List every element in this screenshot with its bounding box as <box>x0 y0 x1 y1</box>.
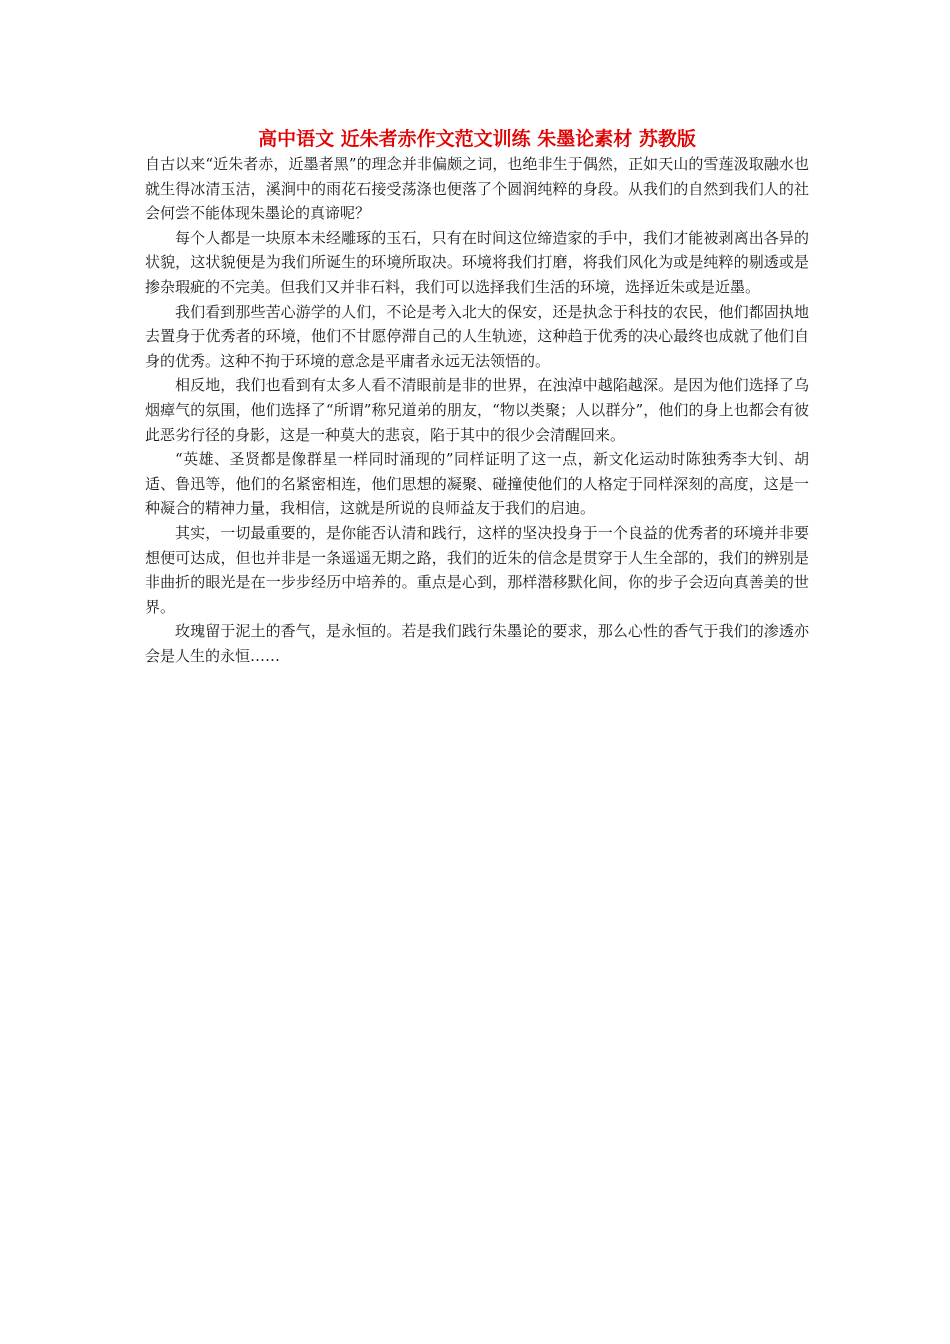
paragraph-1: 自古以来“近朱者赤，近墨者黑”的理念并非偏颇之词，也绝非生于偶然，正如天山的雪莲汲取融水也就生得冰清玉洁，溪涧中的雨花石接受荡涤也便落了个圆润纯粹的身段。从我们的自然到我们人的社会何尝不能体现朱墨论的真谛呢？ <box>145 155 809 223</box>
paragraph-4: 相反地，我们也看到有太多人看不清眼前是非的世界，在浊淖中越陷越深。是因为他们选择了乌烟瘴气的氛围，他们选择了“所谓”称兄道弟的朋友，“物以类聚；人以群分”，他们的身上也都会有彼此恶劣行径的身影，这是一种莫大的悲哀，陷于其中的很少会清醒回来。 <box>145 376 809 444</box>
paragraph-3: 我们看到那些苦心游学的人们，不论是考入北大的保安，还是执念于科技的农民，他们都固执地去置身于优秀者的环境，他们不甘愿停滞自己的人生轨迹，这种趋于优秀的决心最终也成就了他们自身的优秀。这种不拘于环境的意念是平庸者永远无法领悟的。 <box>145 302 809 370</box>
document-title: 高中语文 近朱者赤作文范文训练 朱墨论素材 苏教版 <box>258 128 696 150</box>
paragraph-6: 其实，一切最重要的，是你能否认清和践行，这样的坚决投身于一个良益的优秀者的环境并非要想便可达成，但也并非是一条遥遥无期之路，我们的近朱的信念是贯穿于人生全部的，我们的辨别是非曲折的眼光是在一步步经历中培养的。重点是心到，那样潜移默化间，你的步子会迈向真善美的世界。 <box>145 523 809 616</box>
paragraph-7: 玫瑰留于泥土的香气，是永恒的。若是我们践行朱墨论的要求，那么心性的香气于我们的渗透亦会是人生的永恒…… <box>145 622 809 665</box>
paragraph-2: 每个人都是一块原本未经雕琢的玉石，只有在时间这位缔造家的手中，我们才能被剥离出各异的状貌，这状貌便是为我们所诞生的环境所取决。环境将我们打磨，将我们风化为或是纯粹的剔透或是掺杂瑕疵的不完美。但我们又并非石料，我们可以选择我们生活的环境，选择近朱或是近墨。 <box>145 228 809 296</box>
paragraph-5: “英雄、圣贤都是像群星一样同时涌现的”同样证明了这一点，新文化运动时陈独秀李大钊、胡适、鲁迅等，他们的名紧密相连，他们思想的凝聚、碰撞使他们的人格定于同样深刻的高度，这是一种凝合的精神力量，我相信，这就是所说的良师益友于我们的启迪。 <box>145 450 809 518</box>
document-body <box>145 126 809 668</box>
